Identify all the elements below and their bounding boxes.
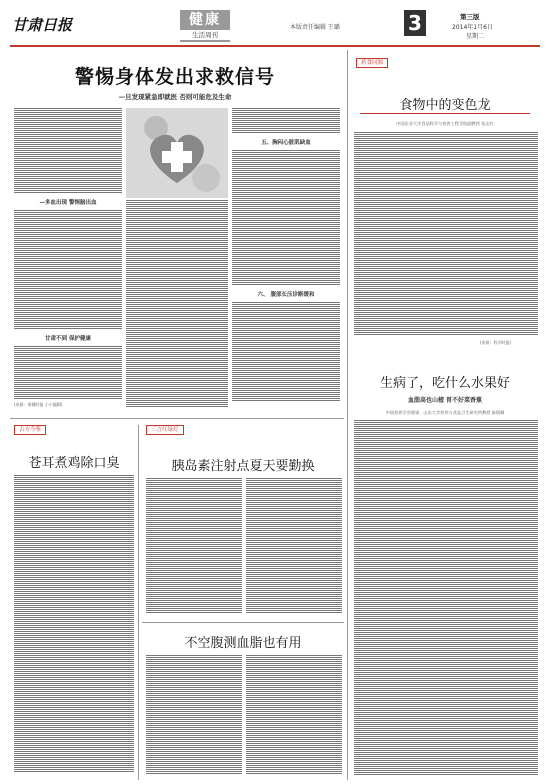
classic-divider	[138, 425, 139, 780]
food-column-tail: (来源：科学时报)	[480, 340, 512, 345]
column-box-tag: 药食同源	[356, 58, 388, 68]
main-text-col1	[14, 108, 122, 408]
lipid-title: 不空腹测血脂也有用	[184, 636, 302, 651]
paper-logo: 甘肃日报	[12, 16, 73, 34]
weekday-label: 星期二	[466, 33, 485, 40]
food-column-byline: 中国农业大学食品科学与营养工程学院副教授 张志红	[396, 121, 494, 126]
section-title-box	[180, 10, 230, 42]
food-column-text	[354, 132, 538, 338]
insulin-text	[146, 478, 342, 616]
column-divider	[347, 50, 348, 780]
insulin-title: 胰岛素注射点夏天要勤换	[171, 459, 315, 474]
main-head-3: 六、 腹部长压诊断缓和	[257, 292, 315, 298]
health-illustration	[126, 108, 228, 198]
main-head-1: —多血出现 警惕脑出血	[39, 200, 97, 206]
main-title: 警惕身体发出求救信号	[74, 66, 275, 88]
classic-box-tag: 古方今鉴	[14, 425, 46, 435]
fruit-column-byline2: 中国营养学会理事、山东大学营养与食品卫生研究所教授 陈炳卿	[385, 410, 505, 415]
main-text-col3	[232, 108, 340, 408]
section-rule	[10, 418, 344, 419]
section-title: 健康	[189, 12, 221, 28]
hall-box-tag: 三言红绿灯	[146, 425, 184, 435]
main-text-col2	[126, 200, 228, 410]
date-label: 2014年1月6日	[452, 24, 493, 31]
page-number: 3	[404, 10, 426, 36]
main-tail: (来源：保健时报 小小编辑)	[14, 402, 63, 407]
main-head-2: 五、胸闷心脏肌缺血	[261, 140, 311, 146]
editor-line: 本版责任编辑 王璐	[290, 24, 340, 31]
fruit-column-title: 生病了，吃什么水果好	[379, 376, 510, 391]
section-subtitle: 生活周刊	[180, 30, 230, 40]
fruit-column-text	[354, 420, 538, 778]
edition-label: 第三版	[460, 13, 480, 21]
sub-rule	[142, 622, 344, 623]
masthead-rule	[10, 45, 540, 47]
fruit-column-byline: 血脂高也山楂 胃不好菜香蕉	[407, 397, 483, 404]
main-subtitle: —旦发现紧急即就医 否则可能危及生命	[118, 93, 232, 101]
food-column-title: 食物中的变色龙	[399, 98, 491, 113]
lipid-text	[146, 655, 342, 777]
title-underline	[360, 113, 530, 114]
main-head-4: 甘肃不到 保护健康	[45, 336, 91, 342]
heart-cross-icon	[126, 108, 228, 198]
classic-title: 苍耳煮鸡除口臭	[28, 456, 120, 471]
classic-text	[14, 475, 134, 775]
